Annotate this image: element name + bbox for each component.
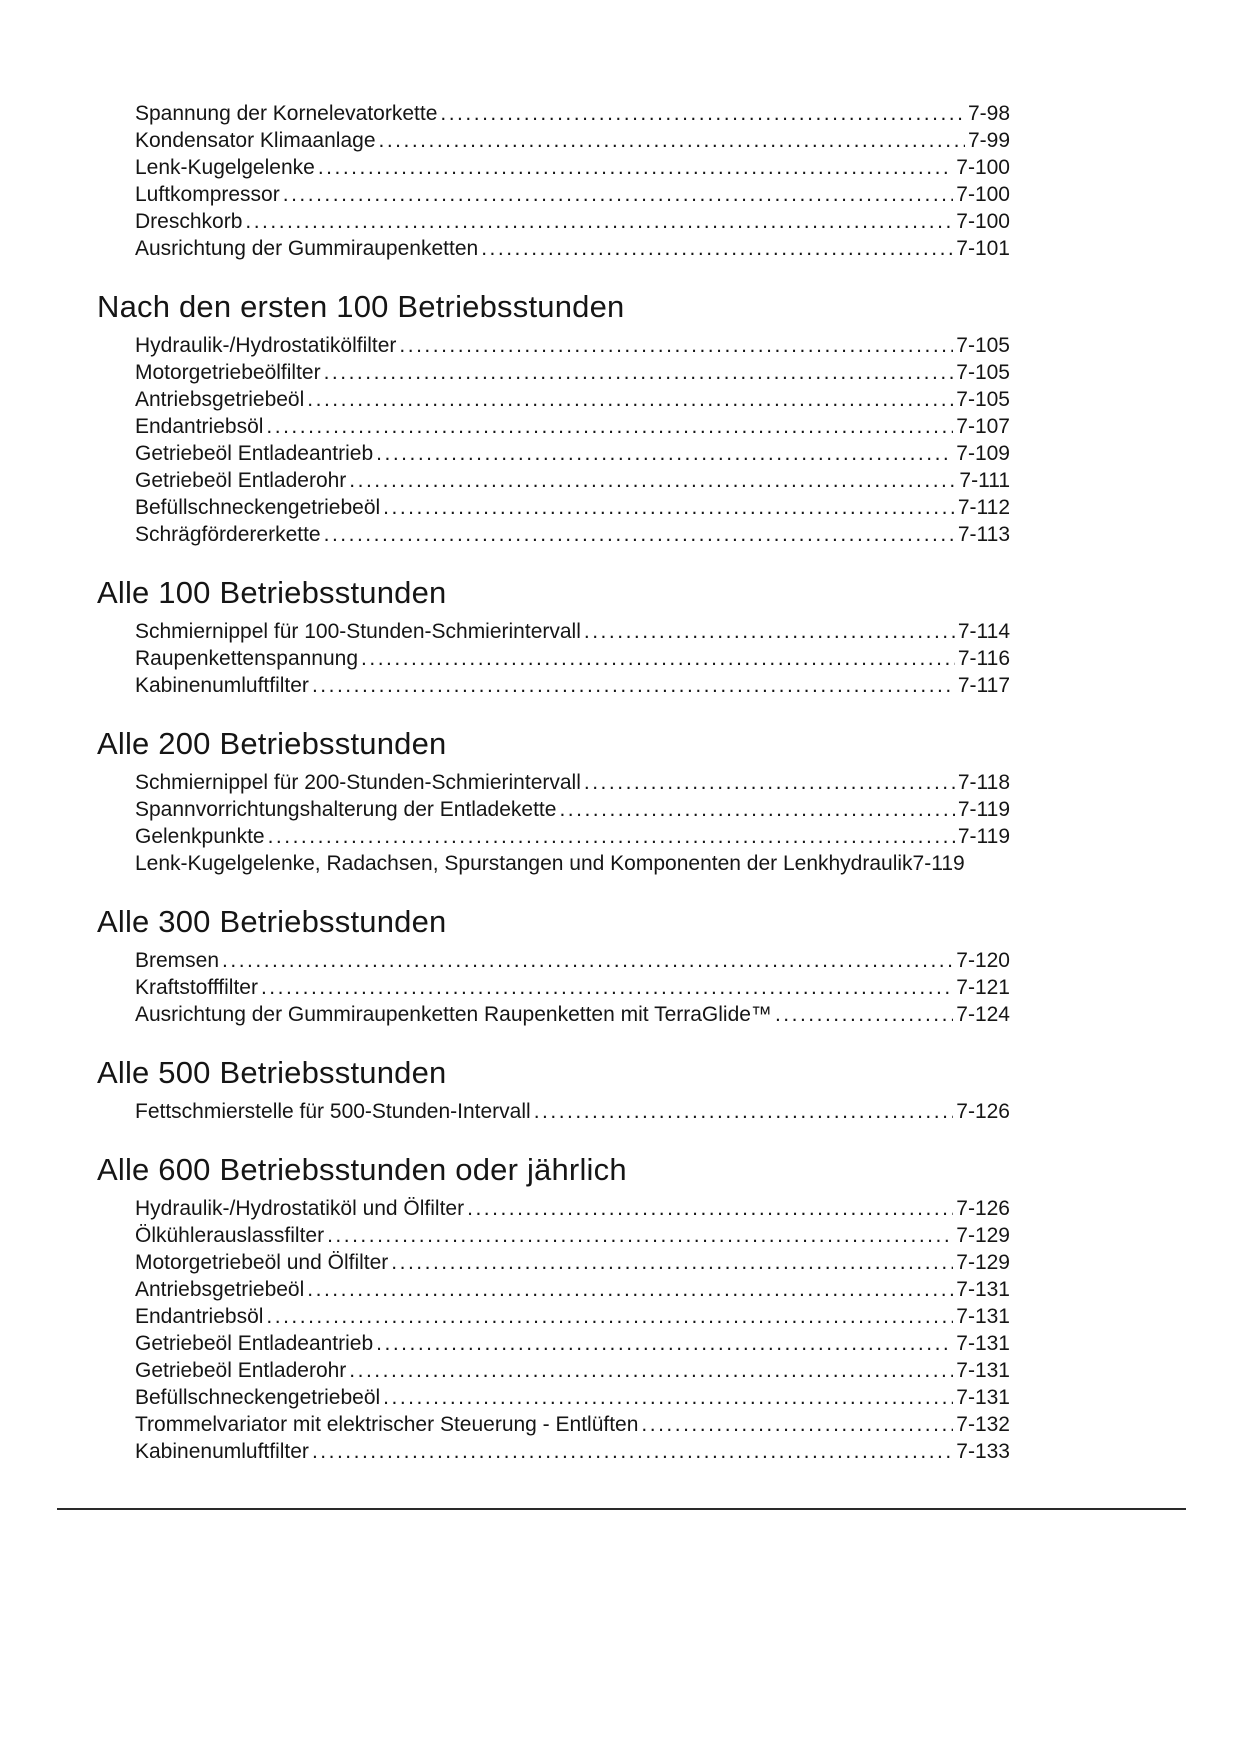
entry-label: Kraftstofffilter bbox=[135, 976, 258, 999]
entry-page-number: 7-131 bbox=[956, 1305, 1010, 1328]
toc-entry bbox=[97, 440, 1010, 467]
dot-leader bbox=[261, 974, 953, 1001]
entry-page-number: 7-119 bbox=[957, 825, 1010, 848]
entry-label: Hydraulik-/Hydrostatiköl und Ölfilter bbox=[135, 1197, 465, 1220]
toc-entry bbox=[97, 100, 1010, 127]
entry-label: Raupenkettenspannung bbox=[135, 647, 359, 670]
toc-entry bbox=[97, 974, 1010, 1001]
entry-label: Endantriebsöl bbox=[135, 415, 264, 438]
entry-page-number: 7-126 bbox=[956, 1197, 1010, 1220]
entry-page-number: 7-113 bbox=[957, 523, 1010, 546]
entry-label: Endantriebsöl bbox=[135, 1305, 264, 1328]
entry-page-number: 7-131 bbox=[956, 1278, 1010, 1301]
entry-page-number: 7-100 bbox=[956, 210, 1010, 233]
entry-page-number: 7-131 bbox=[956, 1332, 1010, 1355]
section-title: Alle 600 Betriebsstunden oder jährlich bbox=[97, 1152, 627, 1187]
dot-leader bbox=[307, 386, 953, 413]
dot-leader bbox=[379, 127, 965, 154]
toc-section bbox=[97, 725, 1010, 877]
dot-leader bbox=[641, 1411, 953, 1438]
section-title: Alle 500 Betriebsstunden bbox=[97, 1055, 447, 1090]
entry-page-number: 7-109 bbox=[956, 442, 1010, 465]
entry-page-number: 7-118 bbox=[957, 771, 1010, 794]
entry-label: Schrägfördererkette bbox=[135, 523, 321, 546]
toc-entry bbox=[97, 947, 1010, 974]
dot-leader bbox=[349, 1357, 953, 1384]
dot-leader bbox=[324, 521, 955, 548]
dot-leader bbox=[376, 440, 953, 467]
entry-label: Fettschmierstelle für 500-Stunden-Intervall bbox=[135, 1100, 531, 1123]
section-title: Alle 100 Betriebsstunden bbox=[97, 575, 447, 610]
entry-label: Luftkompressor bbox=[135, 183, 280, 206]
entry-page-number: 7-131 bbox=[956, 1359, 1010, 1382]
dot-leader bbox=[584, 769, 955, 796]
dot-leader bbox=[312, 672, 955, 699]
toc-entry bbox=[97, 521, 1010, 548]
entry-page-number: 7-120 bbox=[956, 949, 1010, 972]
toc-entry bbox=[97, 332, 1010, 359]
toc-entry bbox=[97, 1357, 1010, 1384]
entry-label: Spannung der Kornelevatorkette bbox=[135, 102, 438, 125]
toc-entry bbox=[97, 1303, 1010, 1330]
dot-leader bbox=[268, 823, 955, 850]
entry-label: Kondensator Klimaanlage bbox=[135, 129, 376, 152]
entry-page-number: 7-129 bbox=[956, 1251, 1010, 1274]
dot-leader bbox=[383, 494, 955, 521]
toc-entry bbox=[97, 1222, 1010, 1249]
toc-entry bbox=[97, 1276, 1010, 1303]
entry-page-number: 7-133 bbox=[956, 1440, 1010, 1463]
toc-entry bbox=[97, 1001, 1010, 1028]
entry-label: Getriebeöl Entladerohr bbox=[135, 1359, 347, 1382]
toc-entry bbox=[97, 1438, 1010, 1465]
toc-entry bbox=[97, 127, 1010, 154]
entry-label: Hydraulik-/Hydrostatikölfilter bbox=[135, 334, 397, 357]
entry-page-number: 7-121 bbox=[956, 976, 1010, 999]
entry-label: Kabinenumluftfilter bbox=[135, 674, 309, 697]
dot-leader bbox=[534, 1098, 954, 1125]
dot-leader bbox=[584, 618, 955, 645]
toc-entry bbox=[97, 1098, 1010, 1125]
entry-page-number: 7-119 bbox=[912, 852, 965, 875]
toc-entry bbox=[97, 494, 1010, 521]
dot-leader bbox=[283, 181, 954, 208]
entry-page-number: 7-107 bbox=[956, 415, 1010, 438]
entry-label: Schmiernippel für 200-Stunden-Schmierintervall bbox=[135, 771, 581, 794]
entry-page-number: 7-105 bbox=[956, 361, 1010, 384]
toc-entry bbox=[97, 645, 1010, 672]
dot-leader bbox=[312, 1438, 953, 1465]
entry-page-number: 7-131 bbox=[956, 1386, 1010, 1409]
toc-entry bbox=[97, 467, 1010, 494]
dot-leader bbox=[440, 100, 965, 127]
section-title: Alle 300 Betriebsstunden bbox=[97, 904, 447, 939]
toc-entry bbox=[97, 154, 1010, 181]
entry-label: Antriebsgetriebeöl bbox=[135, 388, 305, 411]
toc-entry bbox=[97, 672, 1010, 699]
entry-page-number: 7-105 bbox=[956, 334, 1010, 357]
toc-entry bbox=[97, 413, 1010, 440]
toc-section bbox=[97, 903, 1010, 1028]
entry-label: Befüllschneckengetriebeöl bbox=[135, 1386, 381, 1409]
toc-section bbox=[97, 1151, 1010, 1465]
toc-entry bbox=[97, 1195, 1010, 1222]
entry-label: Dreschkorb bbox=[135, 210, 243, 233]
entry-page-number: 7-100 bbox=[956, 183, 1010, 206]
entry-page-number: 7-112 bbox=[957, 496, 1010, 519]
entry-page-number: 7-105 bbox=[956, 388, 1010, 411]
entry-page-number: 7-101 bbox=[956, 237, 1010, 260]
entry-label: Schmiernippel für 100-Stunden-Schmierintervall bbox=[135, 620, 581, 643]
toc-entry bbox=[97, 386, 1010, 413]
entry-label: Spannvorrichtungshalterung der Entladekette bbox=[135, 798, 557, 821]
entry-label: Trommelvariator mit elektrischer Steuerung - Entlüften bbox=[135, 1413, 639, 1436]
toc-entry bbox=[97, 208, 1010, 235]
entry-label: Lenk-Kugelgelenke bbox=[135, 156, 315, 179]
entry-page-number: 7-114 bbox=[957, 620, 1010, 643]
entry-label: Lenk-Kugelgelenke, Radachsen, Spurstangen und Komponenten der Lenkhydraulik bbox=[135, 852, 913, 875]
dot-leader bbox=[481, 235, 953, 262]
dot-leader bbox=[327, 1222, 953, 1249]
toc-section bbox=[97, 100, 1010, 262]
footer-rule bbox=[57, 1508, 1186, 1510]
dot-leader bbox=[349, 467, 956, 494]
toc-entry bbox=[97, 1411, 1010, 1438]
dot-leader bbox=[266, 413, 953, 440]
entry-label: Kabinenumluftfilter bbox=[135, 1440, 309, 1463]
section-title: Nach den ersten 100 Betriebsstunden bbox=[97, 289, 625, 324]
dot-leader bbox=[775, 1001, 953, 1028]
entry-label: Ausrichtung der Gummiraupenketten bbox=[135, 237, 479, 260]
toc-entry bbox=[97, 181, 1010, 208]
entry-page-number: 7-111 bbox=[959, 469, 1010, 492]
toc-entry bbox=[97, 235, 1010, 262]
dot-leader bbox=[318, 154, 953, 181]
dot-leader bbox=[266, 1303, 953, 1330]
toc-section bbox=[97, 1054, 1010, 1125]
entry-label: Antriebsgetriebeöl bbox=[135, 1278, 305, 1301]
toc-section bbox=[97, 288, 1010, 548]
entry-page-number: 7-126 bbox=[956, 1100, 1010, 1123]
dot-leader bbox=[324, 359, 954, 386]
entry-label: Getriebeöl Entladeantrieb bbox=[135, 442, 374, 465]
toc-entry bbox=[97, 1249, 1010, 1276]
entry-label: Motorgetriebeölfilter bbox=[135, 361, 321, 384]
entry-label: Befüllschneckengetriebeöl bbox=[135, 496, 381, 519]
dot-leader bbox=[383, 1384, 953, 1411]
entry-label: Getriebeöl Entladeantrieb bbox=[135, 1332, 374, 1355]
toc-entry bbox=[97, 769, 1010, 796]
entry-page-number: 7-129 bbox=[956, 1224, 1010, 1247]
dot-leader bbox=[376, 1330, 953, 1357]
toc-section bbox=[97, 574, 1010, 699]
entry-label: Ausrichtung der Gummiraupenketten Raupenketten mit TerraGlide™ bbox=[135, 1003, 772, 1026]
toc-entry bbox=[97, 618, 1010, 645]
dot-leader bbox=[222, 947, 953, 974]
entry-label: Getriebeöl Entladerohr bbox=[135, 469, 347, 492]
dot-leader bbox=[391, 1249, 953, 1276]
dot-leader bbox=[467, 1195, 953, 1222]
toc-entry bbox=[97, 850, 1010, 877]
entry-label: Gelenkpunkte bbox=[135, 825, 265, 848]
toc-entry bbox=[97, 796, 1010, 823]
dot-leader bbox=[245, 208, 953, 235]
dot-leader bbox=[361, 645, 955, 672]
dot-leader bbox=[559, 796, 954, 823]
entry-page-number: 7-119 bbox=[957, 798, 1010, 821]
section-title: Alle 200 Betriebsstunden bbox=[97, 726, 447, 761]
entry-page-number: 7-100 bbox=[956, 156, 1010, 179]
toc-entry bbox=[97, 823, 1010, 850]
entry-page-number: 7-99 bbox=[967, 129, 1010, 152]
entry-label: Motorgetriebeöl und Ölfilter bbox=[135, 1251, 389, 1274]
toc-entry bbox=[97, 359, 1010, 386]
toc-entry bbox=[97, 1384, 1010, 1411]
entry-label: Bremsen bbox=[135, 949, 220, 972]
entry-page-number: 7-132 bbox=[956, 1413, 1010, 1436]
toc-content bbox=[97, 100, 1010, 1465]
dot-leader bbox=[307, 1276, 953, 1303]
entry-page-number: 7-124 bbox=[956, 1003, 1010, 1026]
entry-page-number: 7-116 bbox=[957, 647, 1010, 670]
dot-leader bbox=[399, 332, 953, 359]
toc-entry bbox=[97, 1330, 1010, 1357]
entry-page-number: 7-117 bbox=[957, 674, 1010, 697]
entry-label: Ölkühlerauslassfilter bbox=[135, 1224, 325, 1247]
entry-page-number: 7-98 bbox=[967, 102, 1010, 125]
